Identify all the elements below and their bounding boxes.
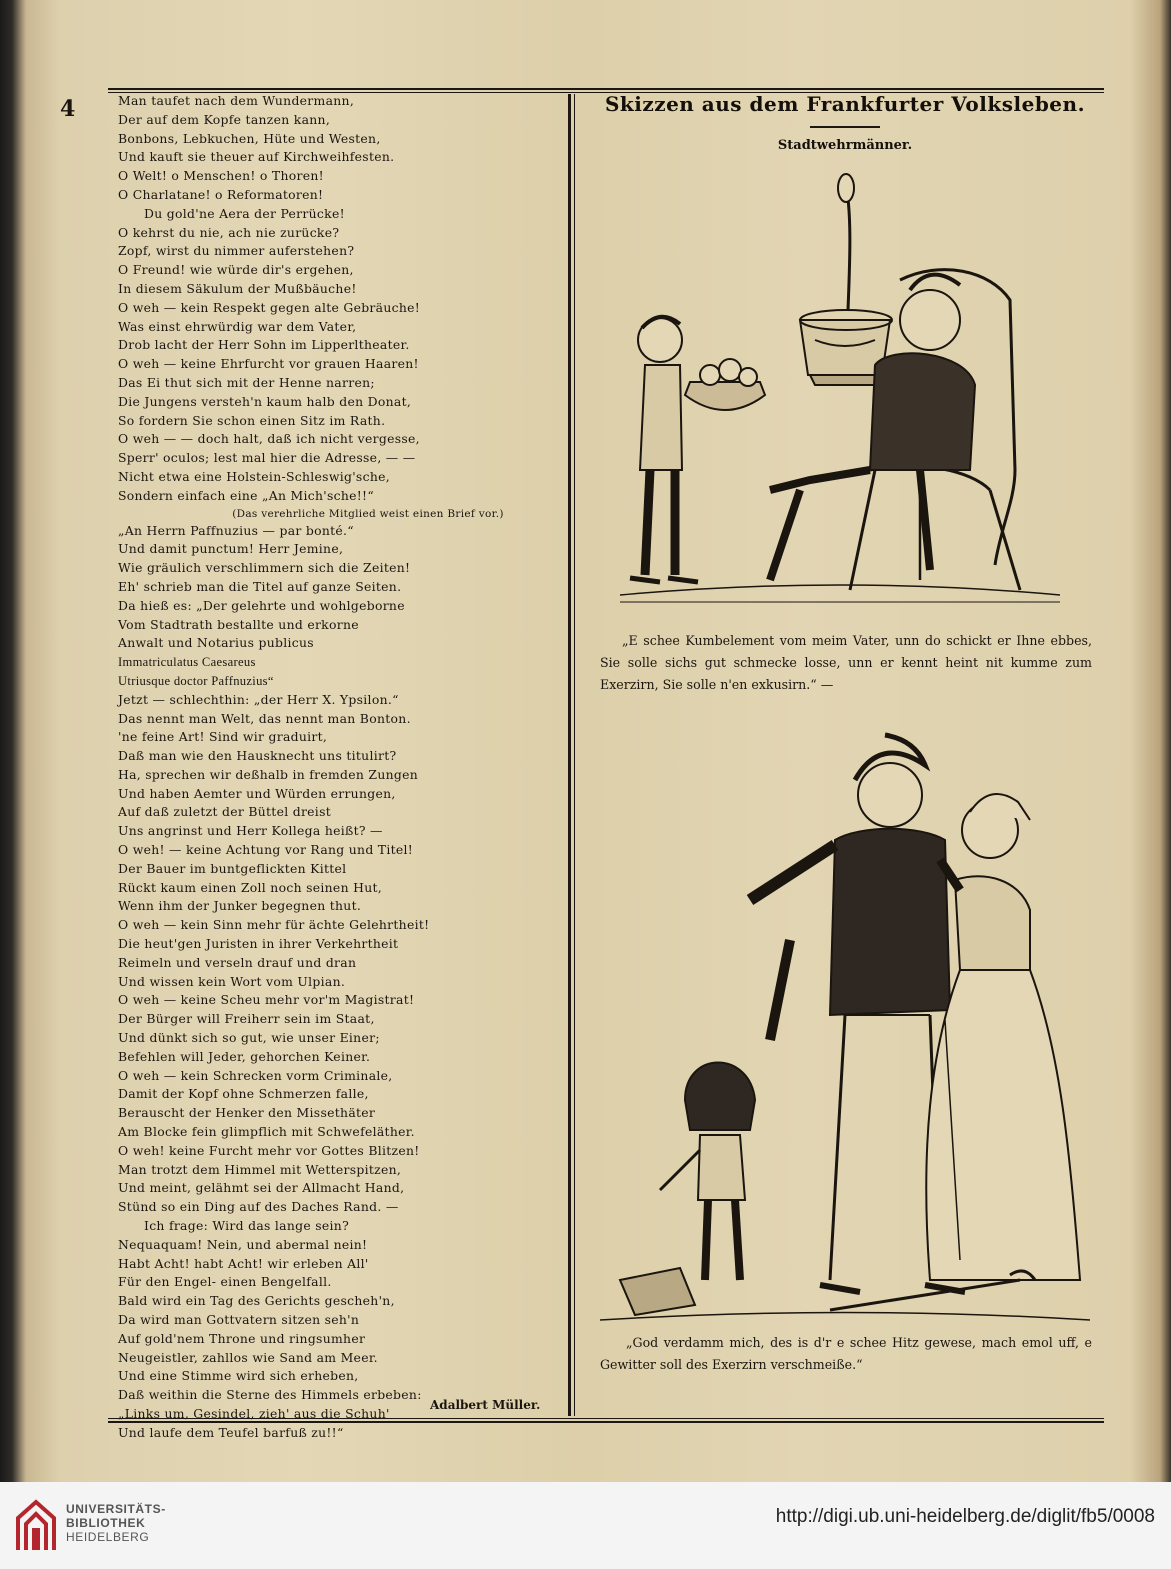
poem-line: Was einst ehrwürdig war dem Vater, [118,318,357,334]
poem-line: Die Jungens versteh'n kaum halb den Donat, [118,393,412,409]
institution-line-3: HEIDELBERG [66,1530,150,1544]
poem-line: Und wissen kein Wort vom Ulpian. [118,973,346,989]
poem-line: O Freund! wie würde dir's ergehen, [118,262,354,278]
column-divider-thin [574,94,575,1416]
poem-line: Auf daß zuletzt der Büttel dreist [118,804,332,820]
page-number: 4 [60,96,76,122]
poem-line: Am Blocke fein glimpflich mit Schwefeläther. [118,1124,415,1140]
poem-line: Ha, sprechen wir deßhalb in fremden Zungen [118,766,419,782]
poem-line: Da hieß es: „Der gelehrte und wohlgeborne [118,597,405,613]
poem-line: Wie gräulich verschlimmern sich die Zeiten! [118,560,411,576]
poem-line: O weh — keine Ehrfurcht vor grauen Haaren! [118,356,419,372]
poem-line: Wenn ihm der Junker begegnen thut. [118,898,362,914]
poem-line: Und meint, gelähmt sei der Allmacht Hand, [118,1180,405,1196]
poem-line: Du gold'ne Aera der Perrücke! [144,205,345,221]
library-footer [0,1482,1171,1569]
poem-line: Vom Stadtrath bestallte und erkorne [118,616,359,632]
poem-line: O weh — kein Sinn mehr für ächte Gelehrtheit! [118,917,430,933]
poem-line: Anwalt und Notarius publicus [118,635,314,651]
poem-line: 'ne feine Art! Sind wir graduirt, [118,729,328,745]
poem-line: Bald wird ein Tag des Gerichts gescheh'n, [118,1293,395,1309]
poem-line: Daß weithin die Sterne des Himmels erbeben: [118,1387,422,1403]
poem-column [118,92,558,1443]
section-title: Stadtwehrmänner. [777,138,913,153]
poem-line: Sperr' oculos; lest mal hier die Adresse, — — [118,450,416,466]
poem-line: Immatriculatus Caesareus [118,655,256,670]
column-divider [568,94,571,1416]
title-rule [810,126,880,128]
poem-line: „An Herrn Paffnuzius — par bonté.“ [118,522,354,538]
poem-line: (Das verehrliche Mitglied weist einen Brief vor.) [232,507,504,520]
poem-line: Und damit punctum! Herr Jemine, [118,541,344,557]
poem-line: O weh — kein Schrecken vorm Criminale, [118,1067,393,1083]
poem-line: Der auf dem Kopfe tanzen kann, [118,111,331,127]
poem-line: O weh — — doch halt, daß ich nicht vergesse, [118,431,420,447]
poem-line: Und kauft sie theuer auf Kirchweihfesten. [118,149,395,165]
poem-line: Uns angrinst und Herr Kollega heißt? — [118,823,383,839]
poem-line: O kehrst du nie, ach nie zurücke? [118,224,340,240]
poem-line: Der Bauer im buntgeflickten Kittel [118,860,347,876]
poem-line: Jetzt — schlechthin: „der Herr X. Ypsilon.“ [118,691,399,707]
poem-line: Bonbons, Lebkuchen, Hüte und Westen, [118,130,381,146]
poem-line: Neugeistler, zahllos wie Sand am Meer. [118,1349,378,1365]
poem-line: Und laufe dem Teufel barfuß zu!!“ [118,1424,344,1440]
poem-line: In diesem Säkulum der Mußbäuche! [118,280,357,296]
poem-line: Befehlen will Jeder, gehorchen Keiner. [118,1048,371,1064]
poem-line: Damit der Kopf ohne Schmerzen falle, [118,1086,369,1102]
poem-line: Drob lacht der Herr Sohn im Lipperltheater. [118,337,410,353]
poem-line: Berauscht der Henker den Missethäter [118,1105,376,1121]
university-library-logo-icon [14,1496,58,1554]
illustration-seated-soldier [620,170,1060,610]
poem-line: Und dünkt sich so gut, wie unser Einer; [118,1030,380,1046]
poem-line: Nequaquam! Nein, und abermal nein! [118,1236,368,1252]
poem-line: Utriusque doctor Paffnuzius“ [118,673,274,688]
poem-line: Habt Acht! habt Acht! wir erleben All' [118,1255,369,1271]
poem-line: O Welt! o Menschen! o Thoren! [118,168,324,184]
poem-line: Der Bürger will Freiherr sein im Staat, [118,1011,375,1027]
poem-author: Adalbert Müller. [430,1398,541,1412]
caption-1: „E schee Kumbelement vom meim Vater, unn do schickt er Ihne ebbes, Sie solle sichs gut schmecke losse, unn er kennt heint nit kumme zum Exerzirn, Sie solle n'en exkusirn.“ — [600,633,1092,692]
poem-line: Rückt kaum einen Zoll noch seinen Hut, [118,879,382,895]
poem-line: Man taufet nach dem Wundermann, [118,93,355,108]
poem-line: Sondern einfach eine „An Mich'sche!!“ [118,487,374,503]
institution-name [66,1502,166,1544]
top-rule [108,88,1104,90]
poem-line: O weh! keine Furcht mehr vor Gottes Blitzen! [118,1142,420,1158]
poem-line: Und haben Aemter und Würden errungen, [118,785,396,801]
illustration-soldier-family [600,720,1090,1330]
institution-line-2: BIBLIOTHEK [66,1516,146,1530]
poem-line: O weh! — keine Achtung vor Rang und Titel! [118,842,414,858]
poem-line: So fordern Sie schon einen Sitz im Rath. [118,412,386,428]
poem-line: Reimeln und verseln drauf und dran [118,954,357,970]
poem-line: Das nennt man Welt, das nennt man Bonton. [118,710,411,726]
source-url[interactable]: http://digi.ub.uni-heidelberg.de/diglit/fb5/0008 [775,1506,1155,1527]
poem-line: „Links um, Gesindel, zieh' aus die Schuh' [118,1405,390,1421]
poem-line: Da wird man Gottvatern sitzen seh'n [118,1312,360,1327]
poem-line: Man trotzt dem Himmel mit Wetterspitzen, [118,1161,402,1177]
poem-line: Eh' schrieb man die Titel auf ganze Seiten. [118,578,402,594]
institution-line-1: UNIVERSITÄTS- [66,1502,166,1516]
caption-2: „God verdamm mich, des is d'r e schee Hitz gewese, mach emol uff, e Gewitter soll des Exerzirn verschmeiße.“ [600,1335,1092,1372]
sketch-column [590,92,1100,153]
poem-line: Das Ei thut sich mit der Henne narren; [118,374,375,390]
poem-line: O Charlatane! o Reformatoren! [118,186,324,202]
poem-line: Auf gold'nem Throne und ringsumher [118,1330,366,1346]
poem-line: O weh — keine Scheu mehr vor'm Magistrat! [118,992,415,1008]
poem-line: Daß man wie den Hausknecht uns titulirt? [118,748,397,764]
poem-line: Nicht etwa eine Holstein-Schleswig'sche, [118,468,390,484]
poem-line: Zopf, wirst du nimmer auferstehen? [118,243,355,259]
poem-line: Die heut'gen Juristen in ihrer Verkehrtheit [118,936,399,952]
poem-line: Für den Engel- einen Bengelfall. [118,1274,332,1290]
poem-line: Und eine Stimme wird sich erheben, [118,1368,359,1384]
poem-line: O weh — kein Respekt gegen alte Gebräuche! [118,299,421,315]
poem-line: Ich frage: Wird das lange sein? [144,1218,350,1234]
poem-line: Stünd so ein Ding auf des Daches Rand. — [118,1199,399,1215]
series-title: Skizzen aus dem Frankfurter Volksleben. [604,92,1086,116]
